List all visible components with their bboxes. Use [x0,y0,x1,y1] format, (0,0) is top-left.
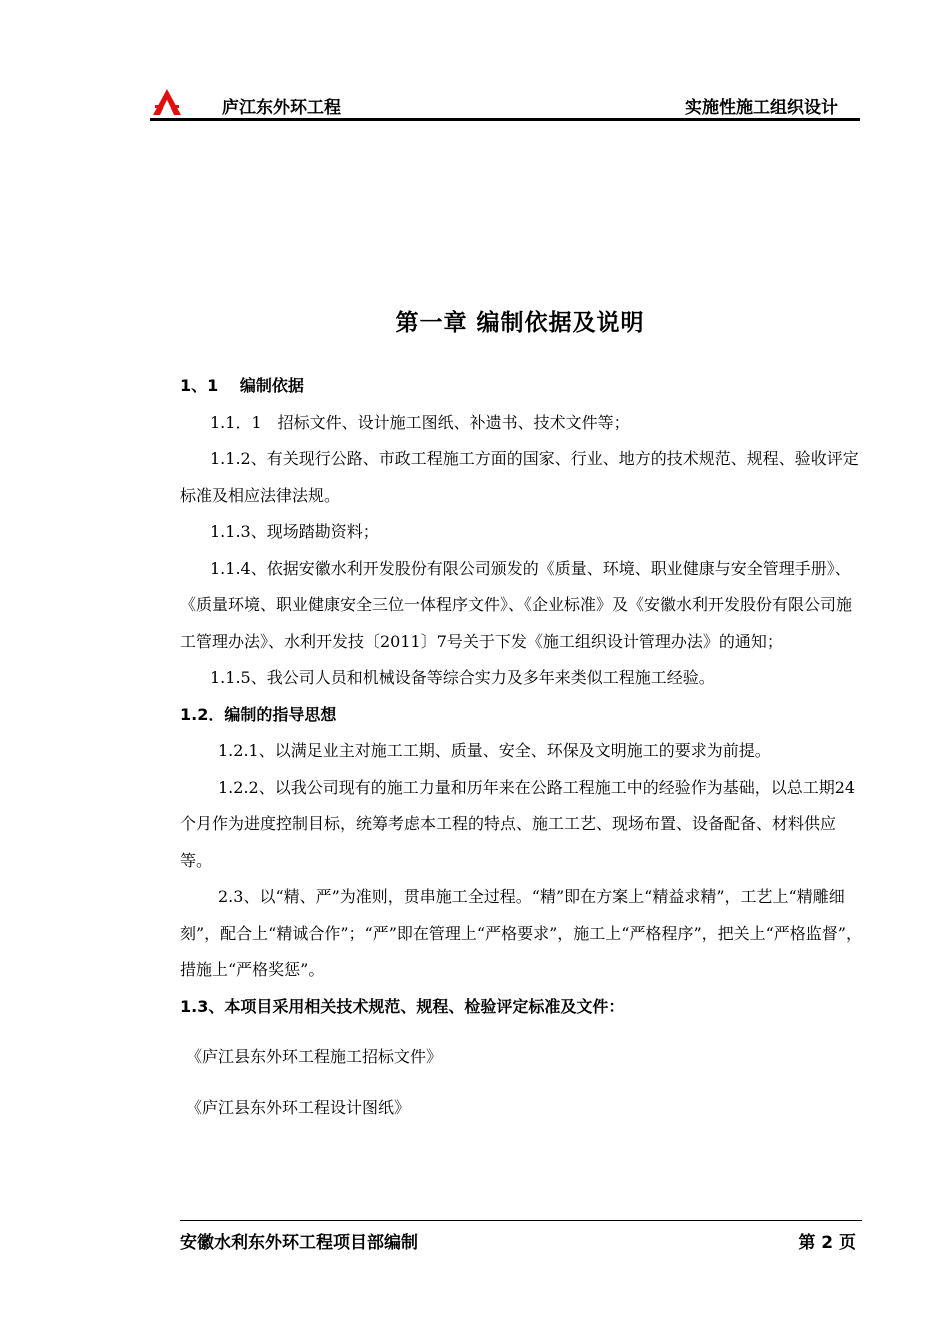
section-heading-1-3: 1.3、本项目采用相关技术规范、规程、检验评定标准及文件： [180,996,625,1016]
paragraph-1-1-1: 1.1．1 招标文件、设计施工图纸、补遗书、技术文件等； [210,412,630,432]
chapter-title: 第一章 编制依据及说明 [395,310,645,336]
paragraph-2-3: 2.3、以“精、严”为准则，贯串施工全过程。“精”即在方案上“精益求精”，工艺上“精雕细刻”，配合上“精诚合作”；“严”即在管理上“严格要求”，施工上“严格程序”，把关上“严格监督”，措施上“严格奖惩”。 [180,887,862,979]
document-body [180,368,862,1126]
company-logo-icon [152,88,182,116]
footer-organization: 安徽水利东外环工程项目部编制 [180,1233,418,1253]
paragraph-1-1-4: 1.1.4、依据安徽水利开发股份有限公司颁发的《质量、环境、职业健康与安全管理手册》、《质量环境、职业健康安全三位一体程序文件》、《企业标准》及《安徽水利开发股份有限公司施工管理办法》、水利开发技〔2011〕7号关于下发《施工组织设计管理办法》的通知； [180,558,853,651]
page-footer [180,1220,862,1261]
reference-document: 《庐江县东外环工程施工招标文件》 [186,1047,443,1066]
page-number: 第 2 页 [798,1233,856,1253]
paragraph-1-1-3: 1.1.3、现场踏勘资料； [210,522,379,541]
paragraph-1-1-5: 1.1.5、我公司人员和机械设备等综合实力及多年来类似工程施工经验。 [210,668,715,687]
header-project-name: 庐江东外环工程 [222,98,341,118]
header-document-type: 实施性施工组织设计 [685,98,838,118]
reference-document: 《庐江县东外环工程设计图纸》 [186,1097,411,1117]
section-heading-1-2: 1.2．编制的指导思想 [180,704,337,724]
paragraph-1-1-2: 1.1.2、有关现行公路、市政工程施工方面的国家、行业、地方的技术规范、规程、验收评定标准及相应法律法规。 [180,449,859,505]
paragraph-1-2-2: 1.2.2、以我公司现有的施工力量和历年来在公路工程施工中的经验作为基础，以总工期24个月作为进度控制目标，统筹考虑本工程的特点、施工工艺、现场布置、设备配备、材料供应等。 [180,777,856,870]
page-header [150,84,860,121]
paragraph-1-2-1: 1.2.1、以满足业主对施工工期、质量、安全、环保及文明施工的要求为前提。 [218,741,771,760]
section-heading-1-1: 1、1 编制依据 [180,376,304,395]
